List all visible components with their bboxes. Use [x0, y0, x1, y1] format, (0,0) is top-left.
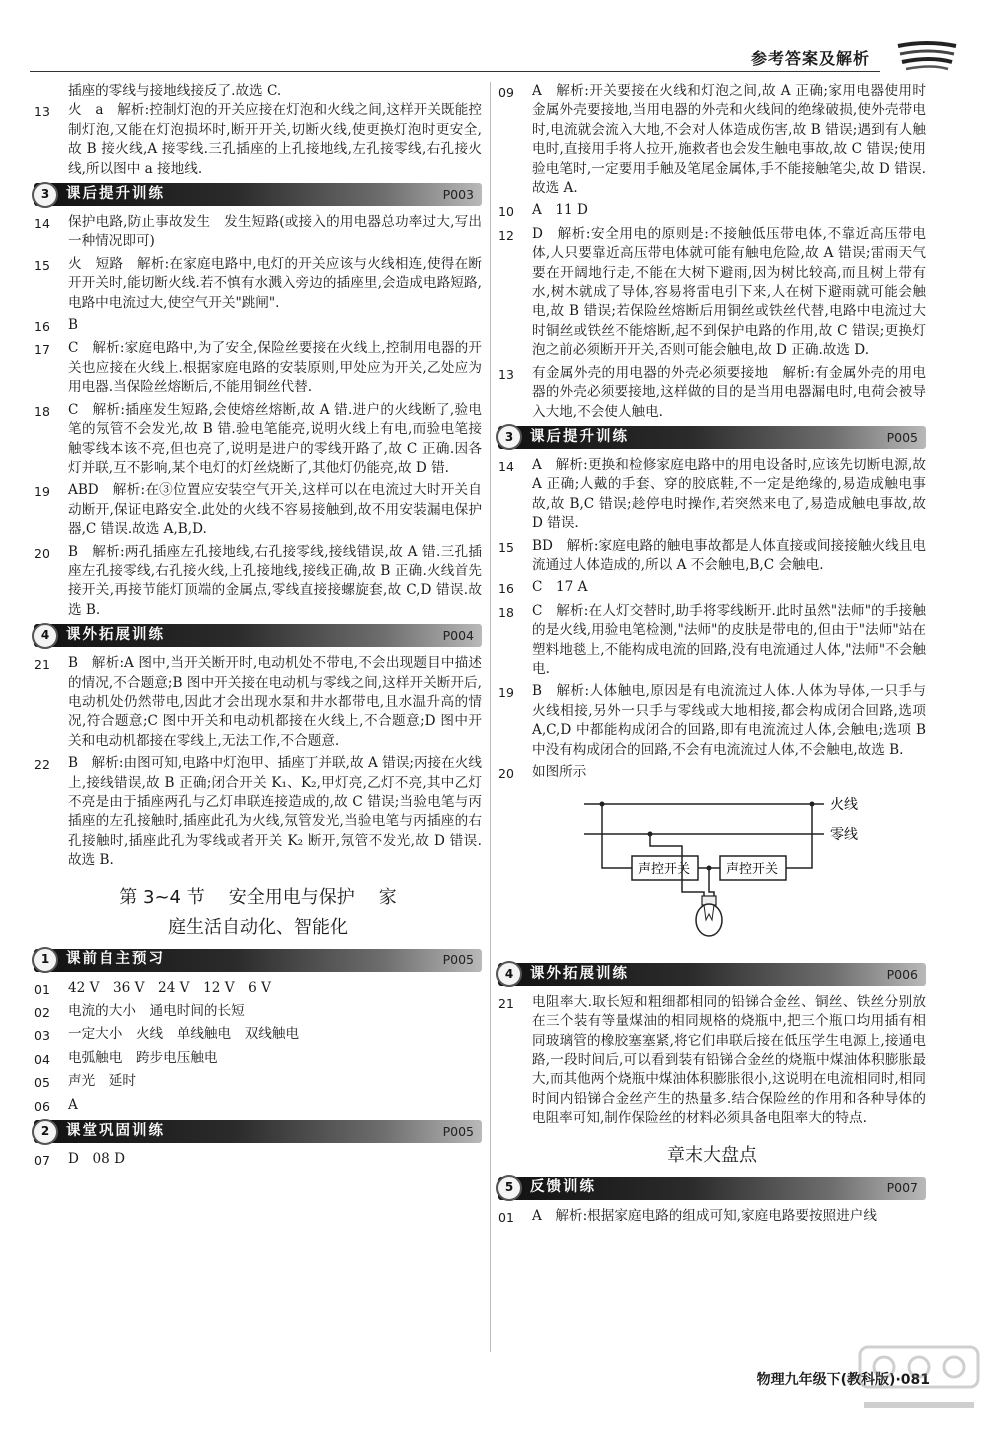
- neutral-label: 零线: [830, 827, 858, 844]
- answer-number: 12: [498, 227, 514, 243]
- answer-text: A 解析:更换和检修家庭电路中的用电设备时,应该先切断电源,故 A 正确;人戴的手套、穿的胶底鞋,不一定是绝缘的,易造成触电事故,故 B,C 错误;趁停电时操作,若突然来电了,易造成触电事故,故 D 错误.: [532, 456, 926, 532]
- answer-text: B 解析:两孔插座左孔接地线,右孔接零线,接线错误,故 A 错.三孔插座左孔接零线,右孔接火线,上孔接地线,接线正确,故 B 正确.火线首先接开关,再接节能灯顶端的金属点,零线直接接螺旋套,故 C,D 错误.故选 B.: [68, 543, 482, 618]
- answer-17: [34, 339, 482, 397]
- section-title-part: 安全用电与保护: [228, 886, 355, 908]
- answer-number: 14: [498, 458, 514, 474]
- section-number: 第 3~4 节: [119, 886, 205, 908]
- answer-number: 13: [498, 366, 514, 382]
- banner-badge: 4: [32, 623, 58, 649]
- answer-number: 07: [34, 1153, 50, 1169]
- section-title-part: 家: [378, 886, 397, 908]
- header-title: 参考答案及解析: [750, 49, 870, 68]
- answer-09: [498, 82, 926, 198]
- answer-number: 15: [34, 257, 50, 273]
- answer-number: 06: [34, 1098, 50, 1114]
- answer-number: 02: [34, 1005, 50, 1021]
- answer-text: 42 V 36 V 24 V 12 V 6 V: [68, 979, 271, 996]
- answer-text: 火 短路 解析:在家庭电路中,电灯的开关应该与火线相连,使得在断开开关时,能切断火线.若不慎有水溅入旁边的插座里,会造成电路短路,电路中电流过大,使空气开关"跳闸".: [68, 255, 482, 311]
- section-banner: [34, 624, 482, 647]
- section-banner: [498, 1177, 926, 1200]
- answer-text: B 解析:人体触电,原因是有电流流过人体.人体为导体,一只手与火线相接,另外一只手与零线或大地相接,都会构成闭合回路,选项 A,C,D 中都能构成闭合的回路,即有电流流过人体,会触电;选项 B 中没有构成闭合的回路,不会有电流流过人体,不会触电,故选 B.: [532, 683, 926, 758]
- banner-title: 反馈训练: [530, 1179, 596, 1196]
- answer-text: D 解析:安全用电的原则是:不接触低压带电体,不靠近高压带电体,人只要靠近高压带电体就可能有触电危险,故 A 错误;雷雨天气要在开阔地行走,不能在大树下避雨,因为树比较高,而且树上带有水,树木就成了导体,容易将雷电引下来,人在树下避雨就可能会触电,故 B 错误;若保险丝熔断后用铜丝或铁丝代替,电路中电流过大时铜丝或铁丝不能熔断,起不到保护电路的作用,故 C 错误;更换灯泡之前必须断开开关,否则可能会触电,故 D 正确.故选 D.: [532, 225, 926, 359]
- answer-text: B 解析:A 图中,当开关断开时,电动机处不带电,不会出现题目中描述的情况,不合题意;B 图中开关接在电动机与零线之间,这样开关断开后,电动机处仍然带电,因此才会出现水泵和井水都带电,且水温升高的情况,符合题意;C 图中开关和电动机都接在火线上,不合题意;D 图中开关和电动机都接在零线上,无法工作,不合题意.: [68, 655, 482, 749]
- answer-number: 16: [34, 319, 50, 335]
- section-banner: [498, 426, 926, 449]
- answer-text: 电弧触电 跨步电压触电: [68, 1049, 218, 1066]
- answer-14: [34, 213, 482, 252]
- answer-number: 04: [34, 1051, 50, 1067]
- circuit-diagram: [554, 792, 884, 944]
- circuit-wire: [602, 804, 632, 868]
- banner-title: 课后提升训练: [530, 428, 629, 445]
- answer-text: ABD 解析:在③位置应安装空气开关,这样可以在电流过大时开关自动断开,保证电路安全.此处的火线不容易接触到,故不用安装漏电保护器,C 错误.故选 A,B,D.: [68, 482, 482, 538]
- section-banner: [34, 1120, 482, 1143]
- answer-14: [498, 456, 926, 534]
- column-divider: [490, 82, 491, 1352]
- answer-text: 声光 延时: [68, 1073, 136, 1090]
- answer-number: 10: [498, 204, 514, 220]
- answer-15: [498, 537, 926, 576]
- right-column: [498, 82, 926, 1230]
- answer-07: [34, 1150, 482, 1170]
- banner-page-code: P005: [442, 1123, 474, 1139]
- answer-number: 21: [34, 657, 50, 673]
- answer-number: 17: [34, 342, 50, 358]
- book-stack-icon: [892, 38, 962, 74]
- answer-text: BD 解析:家庭电路的触电事故都是人体直接或间接接触火线且电流通过人体造成的,所以 A 不会触电,B,C 会触电.: [532, 537, 926, 573]
- answer-text: C 17 A: [532, 579, 588, 596]
- answer-text: D 08 D: [68, 1151, 126, 1168]
- answer-15: [34, 255, 482, 313]
- answer-text: 电流的大小 通电时间的长短: [68, 1003, 245, 1020]
- banner-page-code: P006: [886, 966, 918, 982]
- banner-page-code: P007: [886, 1180, 918, 1196]
- section-title-part: 章末大盘点: [667, 1144, 757, 1166]
- banner-badge: 3: [32, 182, 58, 208]
- answer-text: 一定大小 火线 单线触电 双线触电: [68, 1026, 300, 1043]
- page-header: [30, 38, 970, 72]
- banner-badge: 3: [496, 424, 522, 450]
- answer-text: B: [68, 317, 78, 334]
- banner-title: 课堂巩固训练: [66, 1122, 165, 1139]
- answer-20: [34, 543, 482, 621]
- answer-text: C 解析:插座发生短路,会使熔丝熔断,故 A 错.进户的火线断了,验电笔的氖管不会发光,故 B 错.验电笔能亮,说明火线上有电,而验电笔接触零线本该不亮,但也亮了,说明是进户的零线开路了,故 C 正确.因各灯并联,互不影响,某个电灯的灯丝烧断了,其他灯仍能亮,故 D 错.: [68, 401, 482, 476]
- answer-text: A: [68, 1096, 78, 1113]
- answer-number: 01: [498, 1209, 514, 1225]
- answer-number: 16: [498, 581, 514, 597]
- answer-number: 01: [34, 981, 50, 997]
- continued-text: 插座的零线与接地线接反了.故选 C.: [68, 83, 282, 99]
- answer-18: [498, 602, 926, 680]
- answer-number: 18: [498, 604, 514, 620]
- banner-title: 课外拓展训练: [66, 626, 165, 643]
- banner-title: 课外拓展训练: [530, 965, 629, 982]
- sound-switch-left-label: 声控开关: [638, 862, 691, 878]
- answer-20: [498, 763, 926, 783]
- page-footer: 物理九年级下(教科版)·081: [756, 1372, 930, 1388]
- answer-13: [34, 101, 482, 179]
- answer-19: [34, 481, 482, 539]
- section-banner: [34, 183, 482, 206]
- banner-page-code: P005: [442, 952, 474, 968]
- section-heading: [34, 883, 482, 943]
- answer-text: C 解析:在人灯交替时,助手将零线断开.此时虽然"法师"的手接触的是火线,用验电笔检测,"法师"的皮肤是带电的,但由于"法师"站在塑料地毯上,不能构成电流的回路,没有电流通过人体,"法师"不会触电.: [532, 602, 926, 677]
- answer-number: 15: [498, 539, 514, 555]
- answer-number: 14: [34, 216, 50, 232]
- answer-number: 20: [34, 545, 50, 561]
- header-rule: [30, 71, 880, 72]
- light-bulb-icon: [696, 896, 722, 936]
- left-column: [34, 82, 482, 1173]
- section-title-part: 庭生活自动化、智能化: [168, 916, 348, 938]
- answer-number: 09: [498, 85, 514, 100]
- answer-21: [498, 993, 926, 1129]
- answer-16: [498, 578, 926, 598]
- section-heading: [498, 1141, 926, 1171]
- answer-05: [34, 1072, 482, 1092]
- answer-21: [34, 654, 482, 751]
- answer-18: [34, 401, 482, 479]
- answer-number: 18: [34, 403, 50, 419]
- answer-text: 如图所示: [532, 764, 587, 780]
- answer-text: 保护电路,防止事故发生 发生短路(或接入的用电器总功率过大,写出一种情况即可): [68, 214, 482, 250]
- banner-page-code: P005: [886, 429, 918, 445]
- answer-06: [34, 1096, 482, 1116]
- banner-title: 课前自主预习: [66, 951, 165, 968]
- answer-text: A 解析:根据家庭电路的组成可知,家庭电路要按照进户线: [532, 1207, 877, 1224]
- answer-text: 火 a 解析:控制灯泡的开关应接在灯泡和火线之间,这样开关既能控制灯泡,又能在灯泡损坏时,断开开关,切断火线,使更换灯泡时更安全,故 B 接火线,A 接零线.三孔插座的上孔接地线,左孔接零线,右孔接火线,所以图中 a 接地线.: [68, 102, 482, 177]
- answer-number: 05: [34, 1075, 50, 1091]
- answer-number: 21: [498, 995, 514, 1011]
- answer-01: [498, 1207, 926, 1227]
- answer-10: [498, 201, 926, 221]
- answer-number: 19: [34, 484, 50, 500]
- answer-04: [34, 1049, 482, 1069]
- section-banner: [34, 949, 482, 972]
- answer-text: 有金属外壳的用电器的外壳必须要接地 解析:有金属外壳的用电器的外壳必须要接地,这样做的目的是当用电器漏电时,电荷会被导入大地,不会使人触电.: [532, 364, 926, 420]
- banner-badge: 1: [32, 947, 58, 973]
- answer-16: [34, 316, 482, 336]
- banner-title: 课后提升训练: [66, 185, 165, 202]
- answer-number: 03: [34, 1028, 50, 1044]
- section-banner: [498, 963, 926, 986]
- answer-19: [498, 682, 926, 760]
- answer-12: [498, 225, 926, 361]
- answer-number: 13: [34, 104, 50, 120]
- answer-02: [34, 1002, 482, 1022]
- banner-badge: 4: [496, 961, 522, 987]
- watermark-logo: [854, 1341, 984, 1417]
- answer-number: 19: [498, 685, 514, 701]
- live-label: 火线: [830, 797, 858, 814]
- answer-01: [34, 979, 482, 999]
- answer-22: [34, 754, 482, 870]
- banner-badge: 5: [496, 1175, 522, 1201]
- answer-number: 22: [34, 757, 50, 773]
- answer-number: 20: [498, 766, 514, 781]
- banner-page-code: P003: [442, 186, 474, 202]
- answer-text: C 解析:家庭电路中,为了安全,保险丝要接在火线上,控制用电器的开关也应接在火线上.根据家庭电路的安装原则,甲处应为开关,乙处应为用电器.当保险丝熔断后,不能用铜丝代替.: [68, 340, 482, 396]
- circuit-wire: [709, 868, 714, 898]
- banner-badge: 2: [32, 1119, 58, 1145]
- sound-switch-right-label: 声控开关: [726, 862, 779, 878]
- answer-03: [34, 1025, 482, 1045]
- answer-13: [498, 364, 926, 422]
- answer-text: B 解析:由图可知,电路中灯泡甲、插座丁并联,故 A 错误;丙接在火线上,接线错误,故 B 正确;闭合开关 K₁、K₂,甲灯亮,乙灯不亮,其中乙灯不亮是由于插座两孔与乙灯串联连接造成的,故 C 错误;当验电笔与丙插座的左孔接触时,插座此孔为火线,氖管发光,当验电笔与丙插座的右孔接触时,插座此孔为零线或者开关 K₂ 断开,氖管不发光,故 D 错误.故选 B.: [68, 755, 482, 869]
- answer-text: A 解析:开关要接在火线和灯泡之间,故 A 正确;家用电器使用时金属外壳要接地,当用电器的外壳和火线间的绝缘破损,使外壳带电时,电流就会流入大地,不会对人体造成伤害,故 B 错误;遇到有人触电时,直接用手将人拉开,施救者也会发生触电事故,故 C 错误;使用验电笔时,一定要用手触及笔尾金属体,手不能接触笔尖,故 D 错误.故选 A.: [532, 83, 926, 197]
- answer-text: 电阻率大.取长短和粗细都相同的铅锑合金丝、铜丝、铁丝分别放在三个装有等量煤油的相同规格的烧瓶中,把三个瓶口均用插有相同玻璃管的橡胶塞塞紧,将它们串联后接在低压学生电源上,接通电路,一段时间后,可以看到装有铅锑合金丝的烧瓶中煤油体积膨胀最大,而其他两个烧瓶中煤油体积膨胀很小,这说明在电流相同时,相同时间内铅锑合金丝产生的热量多.结合保险丝的作用和各种导体的电阻率可知,制作保险丝的材料必须具备电阻率大的特点.: [532, 993, 926, 1127]
- answer-text: A 11 D: [532, 202, 588, 219]
- circuit-wire: [786, 804, 812, 868]
- banner-page-code: P004: [442, 627, 474, 643]
